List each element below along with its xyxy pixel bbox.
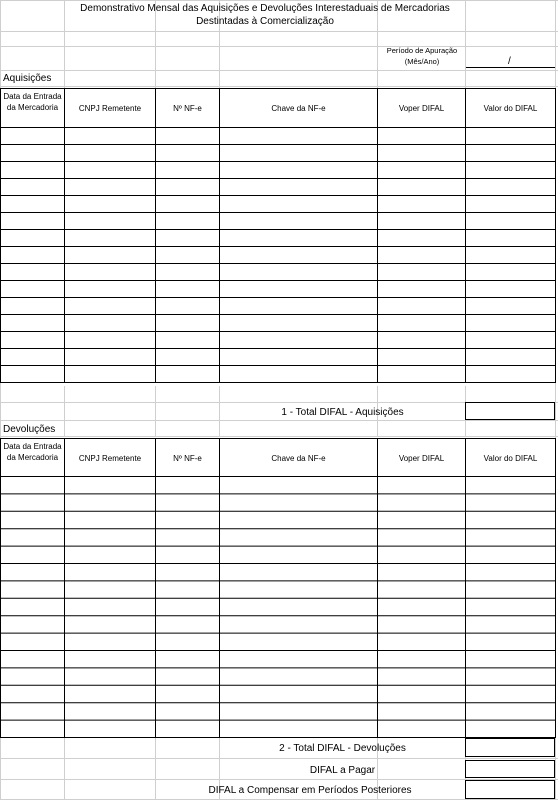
periodo-input[interactable]: / (508, 56, 511, 67)
dev-col-data-entrada: Data da Entrada da Mercadoria (3, 442, 62, 462)
total-aquisicoes-label: 1 - Total DIFAL - Aquisições (281, 407, 404, 418)
dev-col-cnpj: CNPJ Remetente (78, 454, 142, 463)
total-aquisicoes-field[interactable] (465, 402, 555, 420)
dev-col-chave: Chave da NF-e (271, 454, 326, 463)
difal-a-compensar-label: DIFAL a Compensar em Períodos Posteriores (208, 785, 412, 796)
dev-col-valor: Valor do DIFAL (483, 454, 538, 463)
aq-col-data-entrada: Data da Entrada da Mercadoria (3, 92, 62, 112)
aq-col-cnpj: CNPJ Remetente (78, 104, 142, 113)
devolucoes-section-label: Devoluções (3, 424, 56, 435)
aq-col-valor: Valor do DIFAL (483, 104, 538, 113)
aq-col-chave: Chave da NF-e (271, 104, 326, 113)
total-devolucoes-field[interactable] (465, 738, 555, 757)
difal-a-pagar-label: DIFAL a Pagar (309, 765, 376, 776)
periodo-label-line2: (Mês/Ano) (404, 57, 440, 66)
difal-a-compensar-field[interactable] (465, 780, 555, 799)
aq-col-voper: Voper DIFAL (398, 104, 445, 113)
form-title-line2: Destintadas à Comercialização (196, 16, 334, 27)
periodo-label-line1: Período de Apuração (386, 46, 458, 55)
aquisicoes-section-label: Aquisições (3, 73, 52, 84)
total-devolucoes-label: 2 - Total DIFAL - Devoluções (279, 743, 406, 754)
form-title-line1: Demonstrativo Mensal das Aquisições e Devoluções Interestaduais de Mercadorias (80, 3, 450, 14)
dev-col-nf: Nº NF-e (173, 454, 202, 463)
aq-col-nf: Nº NF-e (173, 104, 202, 113)
difal-a-pagar-field[interactable] (465, 760, 555, 778)
dev-col-voper: Voper DIFAL (398, 454, 445, 463)
